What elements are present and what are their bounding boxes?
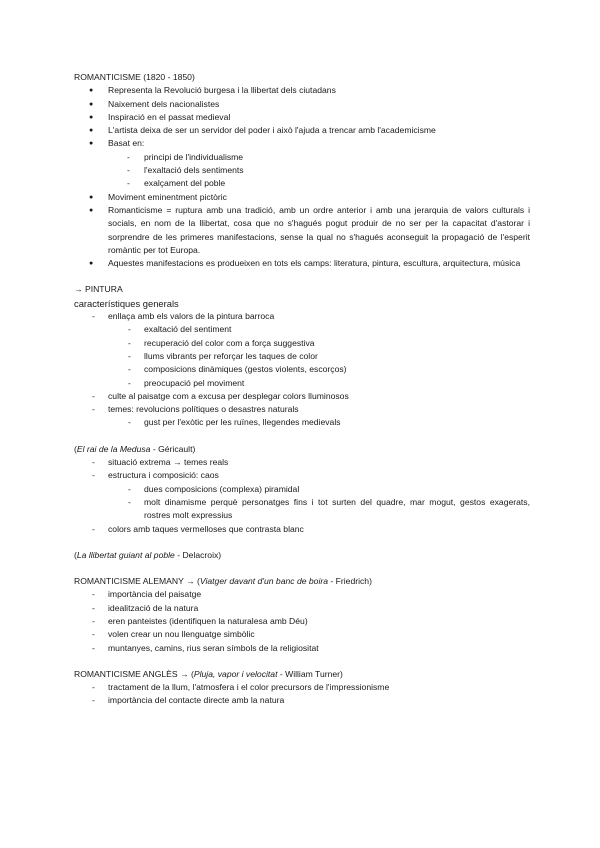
- dash-icon: -: [92, 682, 95, 693]
- sub-list-item: - dues composicions (complexa) piramidal: [74, 483, 530, 496]
- list-item: - colors amb taques vermelloses que contrasta blanc: [74, 523, 530, 536]
- sub-list-item: - exaltació del sentiment: [74, 323, 530, 336]
- artwork-heading-llibertat: (La llibertat guiant al poble - Delacroix): [74, 549, 222, 560]
- list-item: ● L'artista deixa de ser un servidor del poder i això l'ajuda a trencar amb l'academicisme: [74, 124, 530, 137]
- section-title-romanticisme: ROMANTICISME (1820 - 1850): [74, 72, 195, 82]
- dash-icon: -: [92, 404, 95, 415]
- bullet-icon: ●: [89, 260, 94, 268]
- dash-icon: -: [128, 377, 131, 388]
- sub-list-item: - composicions dinàmiques (gestos violents, escorços): [74, 363, 530, 376]
- list-item: ● Romanticisme = ruptura amb una tradició, amb un ordre anterior i amb una jerarquia de valors culturals i socials, en nom de la llibertat, cosa que no s'hagués pogut produir de no ser per la capacitat d'astorar i sorprendre de les primeres manifestacions, sense la qual no s'hagués aconseguit la propagació de l'esperit romàntic per tot Europa.: [89, 204, 530, 255]
- sub-list-item: - preocupació pel moviment: [74, 377, 530, 390]
- sub-list-item: - gust per l'exòtic per les ruïnes, llegendes medievals: [74, 416, 530, 429]
- dash-icon: -: [127, 178, 130, 189]
- dash-icon: -: [92, 523, 95, 534]
- list-item: - volen crear un nou llenguatge simbòlic: [74, 628, 530, 641]
- dash-icon: -: [92, 390, 95, 401]
- dash-icon: -: [92, 615, 95, 626]
- list-item: - estructura i composició: caos: [74, 469, 530, 482]
- dash-icon: -: [128, 337, 131, 348]
- dash-icon: -: [128, 496, 131, 507]
- dash-icon: -: [128, 350, 131, 361]
- list-item: - enllaça amb els valors de la pintura barroca: [74, 310, 530, 323]
- list-item: - importància del contacte directe amb la natura: [74, 694, 530, 707]
- sub-list-item: - molt dinamisme perquè personatges fins i tot surten del quadre, mar mogut, gestos exagerats, rostres molt expressius: [128, 496, 530, 521]
- dash-icon: -: [92, 695, 95, 706]
- list-item: ● Inspiració en el passat medieval: [74, 111, 530, 124]
- section-title-alemany: ROMANTICISME ALEMANY → (Viatger davant d'un banc de boira - Friedrich): [74, 576, 372, 587]
- list-item: ● Representa la Revolució burgesa i la llibertat dels ciutadans: [74, 84, 530, 97]
- dash-icon: -: [127, 165, 130, 176]
- artwork-title: Pluja, vapor i velocitat: [193, 668, 278, 679]
- sub-list-item: - principi de l'individualisme: [74, 151, 530, 164]
- dash-icon: -: [92, 642, 95, 653]
- list-item: - idealització de la natura: [74, 602, 530, 615]
- dash-icon: -: [92, 311, 95, 322]
- list-item: ● Naixement dels nacionalistes: [74, 98, 530, 111]
- sub-list-item: - llums vibrants per reforçar les taques de color: [74, 350, 530, 363]
- list-item: ● Aquestes manifestacions es produeixen en tots els camps: literatura, pintura, escultura, arquitectura, música: [74, 257, 530, 270]
- dash-icon: -: [92, 470, 95, 481]
- bullet-icon: ●: [89, 140, 94, 148]
- list-item: - eren panteistes (identifiquen la naturalesa amb Déu): [74, 615, 530, 628]
- bullet-icon: ●: [89, 100, 94, 108]
- artwork-title: Viatger davant d'un banc de boira: [199, 576, 329, 587]
- dash-icon: -: [127, 151, 130, 162]
- sub-list-item: - recuperació del color com a força suggestiva: [74, 337, 530, 350]
- document-page: [74, 71, 530, 708]
- list-item: - culte al paisatge com a excusa per desplegar colors lluminosos: [74, 390, 530, 403]
- artwork-heading-medusa: (El rai de la Medusa - Géricault): [74, 443, 196, 454]
- bullet-icon: ●: [89, 206, 94, 214]
- dash-icon: -: [128, 417, 131, 428]
- dash-icon: -: [128, 324, 131, 335]
- section-subtitle: característiques generals: [74, 297, 179, 309]
- sub-list-item: - exalçament del poble: [74, 177, 530, 190]
- dash-icon: -: [128, 483, 131, 494]
- list-item: - temes: revolucions polítiques o desastres naturals: [74, 403, 530, 416]
- bullet-icon: ●: [89, 113, 94, 121]
- bullet-icon: ●: [89, 127, 94, 135]
- dash-icon: -: [92, 589, 95, 600]
- list-item: - importància del paisatge: [74, 588, 530, 601]
- artwork-title: El rai de la Medusa: [76, 443, 151, 454]
- section-title-angles: ROMANTICISME ANGLÈS → (Pluja, vapor i velocitat - William Turner): [74, 668, 343, 679]
- dash-icon: -: [92, 629, 95, 640]
- dash-icon: -: [92, 602, 95, 613]
- list-item: ● Moviment eminentment pictòric: [74, 191, 530, 204]
- artwork-title: La llibertat guiant al poble: [76, 549, 175, 560]
- dash-icon: -: [128, 364, 131, 375]
- dash-icon: -: [92, 457, 95, 468]
- list-item: - situació extrema → temes reals: [74, 456, 530, 469]
- sub-list-item: - l'exaltació dels sentiments: [74, 164, 530, 177]
- bullet-icon: ●: [89, 87, 94, 95]
- list-item: - muntanyes, camins, rius seran símbols de la religiositat: [74, 642, 530, 655]
- list-item: ● Basat en:: [74, 137, 530, 150]
- bullet-icon: ●: [89, 193, 94, 201]
- list-item: - tractament de la llum, l'atmosfera i el color precursors de l'impressionisme: [74, 681, 530, 694]
- section-title-pintura: → PINTURA: [74, 284, 123, 295]
